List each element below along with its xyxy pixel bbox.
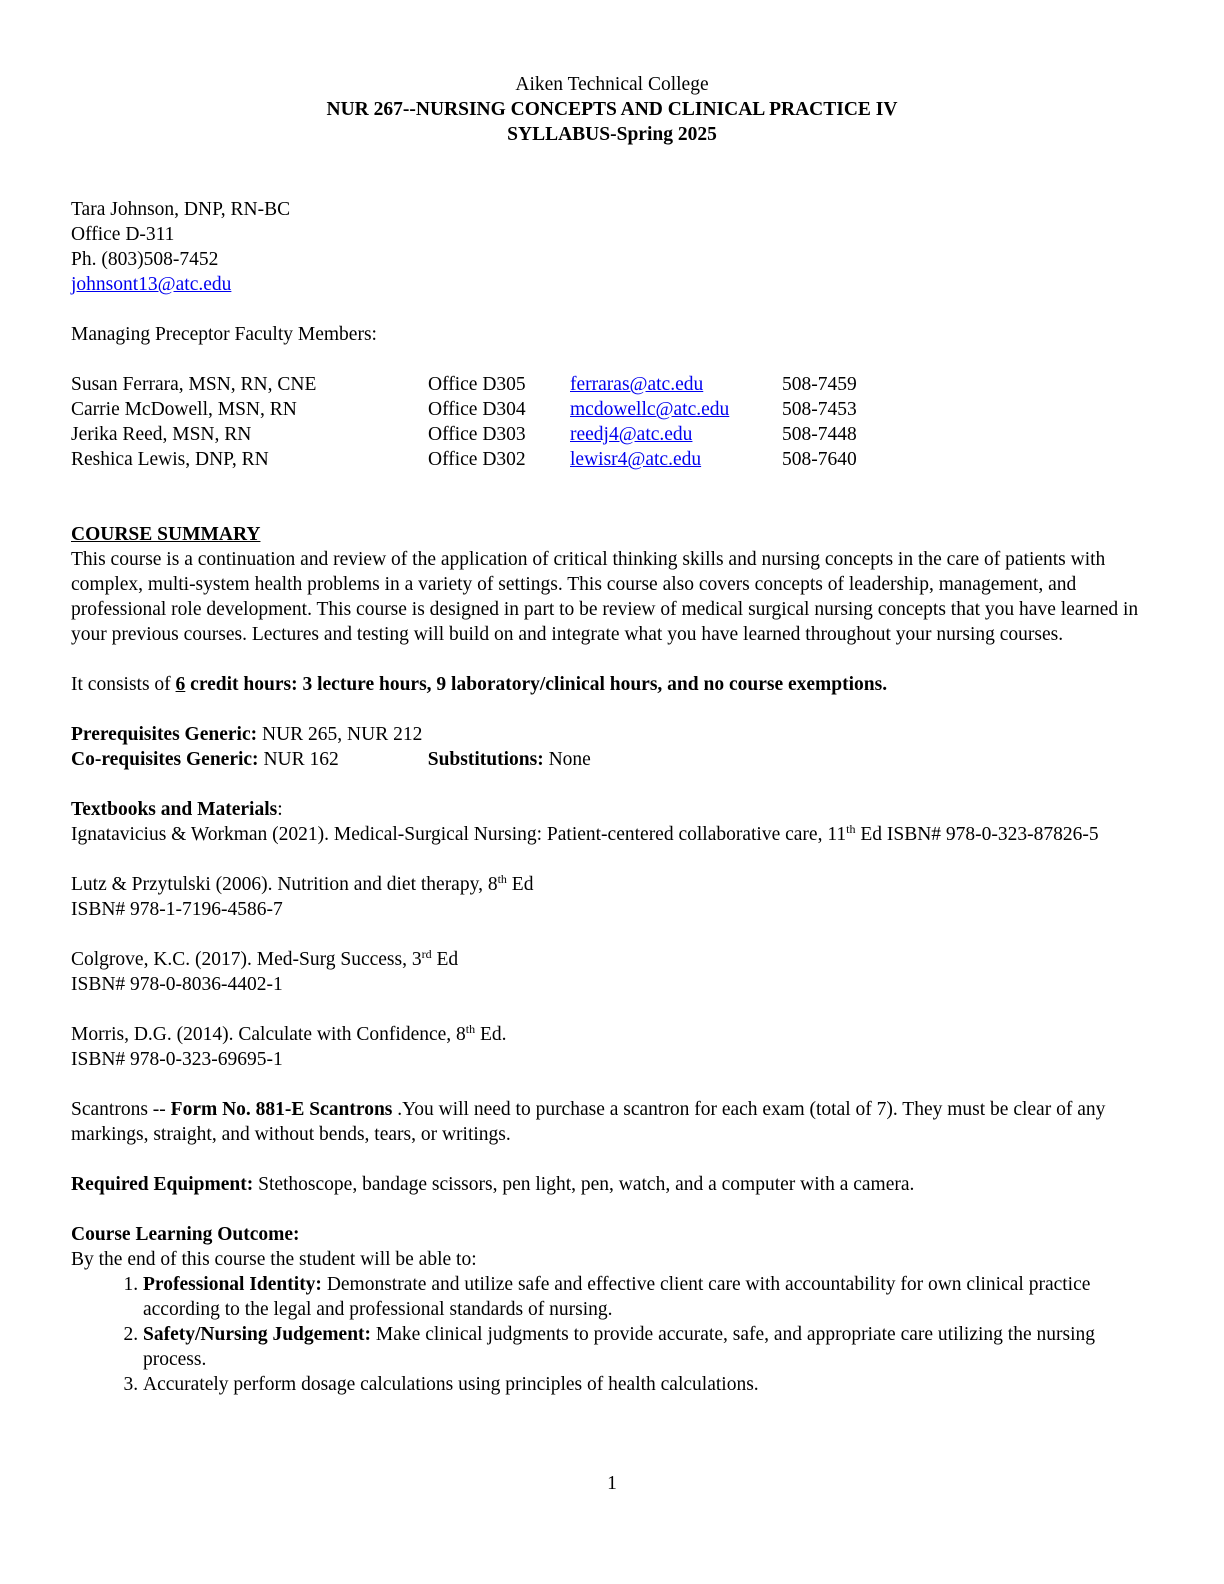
faculty-row: [71, 397, 857, 422]
credit-hours: It consists of 6 credit hours: 3 lecture hours, 9 laboratory/clinical hours, and no course exemptions.: [71, 674, 888, 695]
faculty-row: [71, 372, 857, 397]
outcomes-list: [71, 1272, 1161, 1397]
faculty-email-link[interactable]: mcdowellc@atc.edu: [570, 399, 730, 420]
textbooks-heading: Textbooks and Materials:: [71, 799, 283, 820]
substitutions-label: Substitutions:: [427, 749, 544, 770]
instructor-office: Office D-311: [71, 224, 175, 245]
faculty-office: Office D302: [428, 449, 526, 470]
outcomes-heading: Course Learning Outcome:: [71, 1224, 300, 1245]
faculty-table: [71, 372, 857, 472]
syllabus-page: [71, 72, 1161, 1397]
faculty-email-link[interactable]: ferraras@atc.edu: [570, 374, 704, 395]
faculty-name: Carrie McDowell, MSN, RN: [71, 399, 297, 420]
scantrons-text: Scantrons -- Form No. 881-E Scantrons .You will need to purchase a scantron for each exam (total of 7). They must be clear of any markings, straight, and without bends, tears, or writings.: [71, 1099, 1106, 1145]
course-title: NUR 267--NURSING CONCEPTS AND CLINICAL PRACTICE IV: [326, 99, 898, 120]
faculty-row: [71, 447, 857, 472]
faculty-heading: Managing Preceptor Faculty Members:: [71, 324, 377, 345]
textbook-4-isbn: ISBN# 978-0-323-69695-1: [71, 1049, 283, 1070]
corequisites: Co-requisites Generic: NUR 162 Substitutions: None: [71, 749, 591, 770]
outcomes-intro: By the end of this course the student will be able to:: [71, 1249, 477, 1270]
prerequisites: Prerequisites Generic: NUR 265, NUR 212: [71, 724, 423, 745]
textbook-2-isbn: ISBN# 978-1-7196-4586-7: [71, 899, 283, 920]
course-summary-heading: COURSE SUMMARY: [71, 524, 261, 545]
faculty-office: Office D304: [428, 399, 526, 420]
required-equipment: Required Equipment: Stethoscope, bandage scissors, pen light, pen, watch, and a computer with a camera.: [71, 1174, 915, 1195]
faculty-office: Office D303: [428, 424, 526, 445]
textbook-4: Morris, D.G. (2014). Calculate with Confidence, 8th Ed.: [71, 1022, 507, 1045]
instructor-name: Tara Johnson, DNP, RN-BC: [71, 199, 291, 220]
faculty-phone: 508-7453: [782, 399, 857, 420]
faculty-email-link[interactable]: reedj4@atc.edu: [570, 424, 693, 445]
faculty-row: [71, 422, 857, 447]
instructor-email-link[interactable]: johnsont13@atc.edu: [71, 274, 232, 295]
faculty-phone: 508-7640: [782, 449, 857, 470]
faculty-phone: 508-7448: [782, 424, 857, 445]
faculty-name: Susan Ferrara, MSN, RN, CNE: [71, 374, 317, 395]
header: [71, 72, 1153, 147]
page-number: 1: [607, 1473, 617, 1494]
list-item: 3. Accurately perform dosage calculations using principles of health calculations.: [143, 1372, 1161, 1397]
faculty-name: Jerika Reed, MSN, RN: [71, 424, 252, 445]
textbook-1: Ignatavicius & Workman (2021). Medical-Surgical Nursing: Patient-centered collaborative care, 11th Ed ISBN# 978-0-323-87826-5: [71, 822, 1099, 845]
credit-number: 6: [175, 674, 186, 695]
instructor-phone: Ph. (803)508-7452: [71, 249, 219, 270]
textbook-2: Lutz & Przytulski (2006). Nutrition and diet therapy, 8th Ed: [71, 872, 534, 895]
course-summary-text: This course is a continuation and review of the application of critical thinking skills and nursing concepts in the care of patients with complex, multi-system health problems in a variety of settings. This course also covers concepts of leadership, management, and professional role development. This course is designed in part to be review of medical surgical nursing concepts that you have learned in your previous courses. Lectures and testing will build on and integrate what you have learned throughout your nursing courses.: [71, 549, 1139, 645]
college-name: Aiken Technical College: [515, 74, 709, 95]
faculty-phone: 508-7459: [782, 374, 857, 395]
textbook-3-isbn: ISBN# 978-0-8036-4402-1: [71, 974, 283, 995]
faculty-name: Reshica Lewis, DNP, RN: [71, 449, 269, 470]
instructor-block: [71, 197, 1161, 297]
list-item: 1. Professional Identity: Demonstrate and utilize safe and effective client care with accountability for own clinical practice according to the legal and professional standards of nursing.: [143, 1272, 1161, 1322]
syllabus-term: SYLLABUS-Spring 2025: [507, 124, 717, 145]
textbook-3: Colgrove, K.C. (2017). Med-Surg Success, 3rd Ed: [71, 947, 459, 970]
faculty-email-link[interactable]: lewisr4@atc.edu: [570, 449, 702, 470]
faculty-office: Office D305: [428, 374, 526, 395]
list-item: 2. Safety/Nursing Judgement: Make clinical judgments to provide accurate, safe, and appropriate care utilizing the nursing process.: [143, 1322, 1161, 1372]
